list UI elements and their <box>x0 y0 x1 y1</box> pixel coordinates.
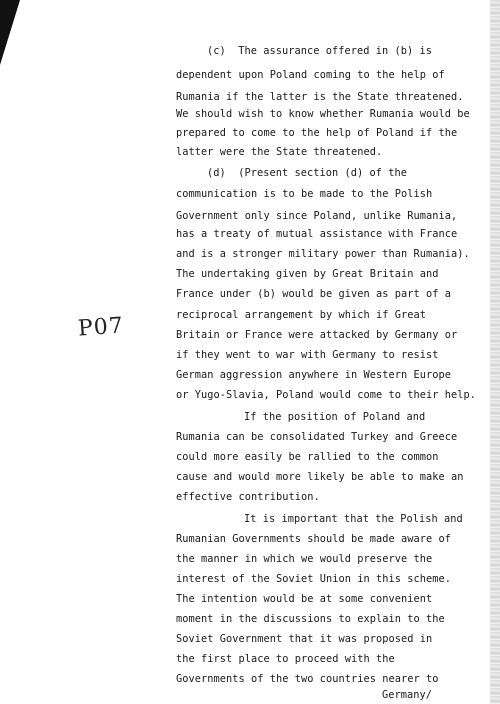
text-line: communication is to be made to the Polish <box>176 188 433 200</box>
text-line: (c) The assurance offered in (b) is <box>207 45 432 57</box>
page-edge <box>490 0 500 704</box>
text-line: prepared to come to the help of Poland if the <box>176 127 458 139</box>
text-line: We should wish to know whether Rumania would be <box>176 108 470 120</box>
text-line: France under (b) would be given as part of a <box>176 288 451 300</box>
text-line: if they went to war with Germany to resist <box>176 349 439 361</box>
text-line: the manner in which we would preserve the <box>176 553 433 565</box>
text-line: reciprocal arrangement by which if Great <box>176 309 426 321</box>
text-line: effective contribution. <box>176 491 320 503</box>
text-line: cause and would more likely be able to make an <box>176 471 464 483</box>
text-line: and is a stronger military power than Rumania). <box>176 248 470 260</box>
text-line: The intention would be at some convenient <box>176 593 433 605</box>
text-line: It is important that the Polish and <box>244 513 463 525</box>
text-line: could more easily be rallied to the common <box>176 451 439 463</box>
text-line: Britain or France were attacked by Germany or <box>176 329 458 341</box>
catchword: Germany/ <box>382 689 432 701</box>
text-line: the first place to proceed with the <box>176 653 395 665</box>
text-line: (d) (Present section (d) of the <box>207 167 407 179</box>
page-corner-mark <box>0 0 20 65</box>
text-line: German aggression anywhere in Western Europe <box>176 369 451 381</box>
text-line: Rumania if the latter is the State threatened. <box>176 91 464 103</box>
text-line: Rumanian Governments should be made aware of <box>176 533 451 545</box>
text-line: interest of the Soviet Union in this scheme. <box>176 573 451 585</box>
text-line: dependent upon Poland coming to the help of <box>176 69 445 81</box>
text-line: latter were the State threatened. <box>176 146 383 158</box>
handwritten-margin-note: P07 <box>77 313 125 342</box>
text-line: Soviet Government that it was proposed in <box>176 633 433 645</box>
text-line: If the position of Poland and <box>244 411 426 423</box>
text-line: Rumania can be consolidated Turkey and Greece <box>176 431 458 443</box>
text-line: Governments of the two countries nearer to <box>176 673 439 685</box>
text-line: The undertaking given by Great Britain and <box>176 268 439 280</box>
text-line: moment in the discussions to explain to the <box>176 613 445 625</box>
text-line: has a treaty of mutual assistance with France <box>176 228 458 240</box>
text-line: Government only since Poland, unlike Rumania, <box>176 210 458 222</box>
text-line: or Yugo-Slavia, Poland would come to their help. <box>176 389 476 401</box>
